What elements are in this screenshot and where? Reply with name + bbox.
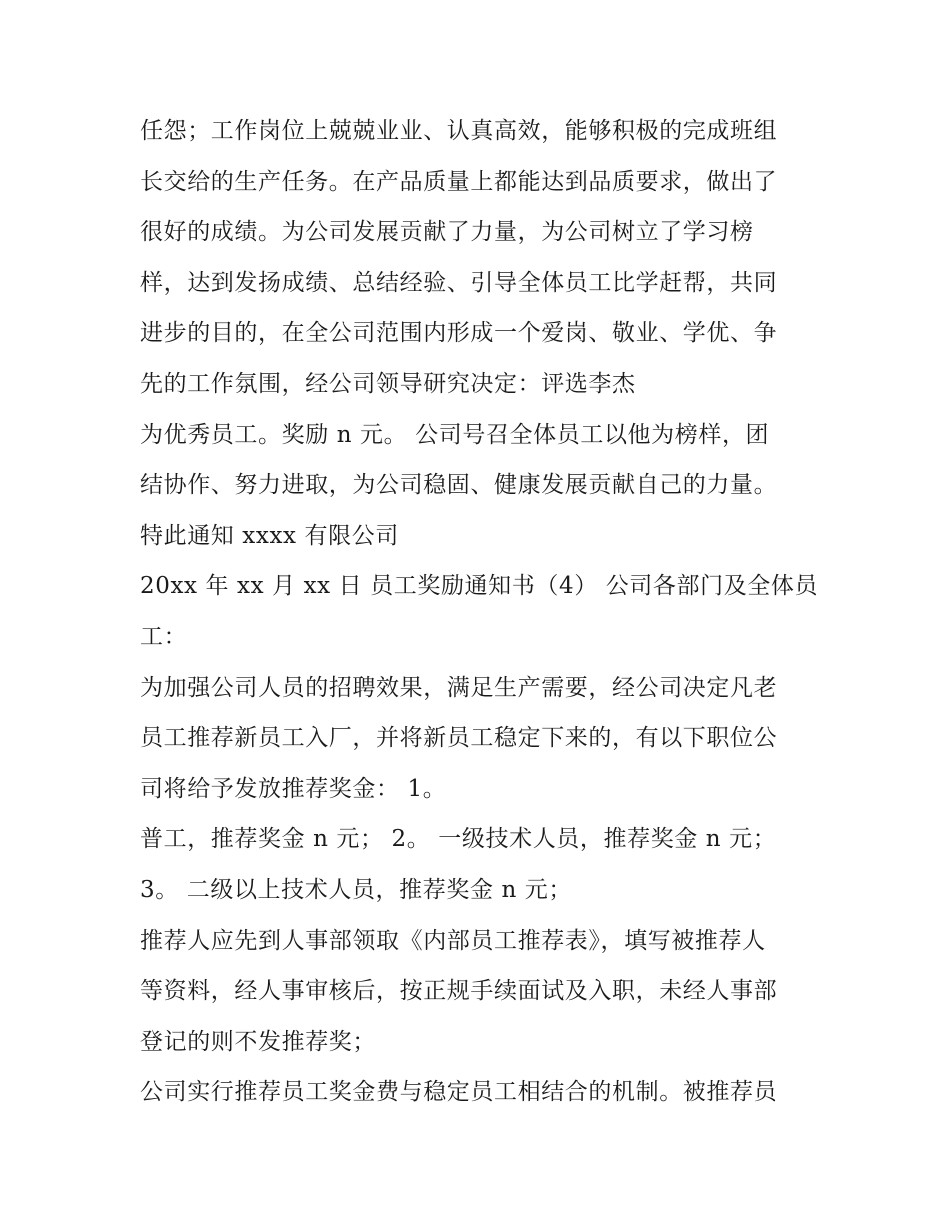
- text-line: 很好的成绩。为公司发展贡献了力量，为公司树立了学习榜: [140, 219, 754, 246]
- text-line: 3。 二级以上技术人员，推荐奖金 n 元；: [140, 876, 572, 903]
- document-body: [140, 106, 820, 1118]
- text-line: 推荐人应先到人事部领取《内部员工推荐表》，填写被推荐人: [140, 927, 766, 954]
- text-line: 为加强公司人员的招聘效果，满足生产需要，经公司决定凡老: [140, 674, 778, 701]
- text-line: 为优秀员工。奖励 n 元。 公司号召全体员工以他为榜样，团: [140, 421, 770, 448]
- text-line: 登记的则不发推荐奖；: [140, 1028, 376, 1055]
- text-line: 任怨；工作岗位上兢兢业业、认真高效，能够积极的完成班组: [140, 118, 778, 144]
- text-line: 样，达到发扬成绩、总结经验、引导全体员工比学赶帮，共同: [140, 269, 778, 296]
- text-line: 司将给予发放推荐奖金： 1。: [140, 775, 447, 802]
- text-line: 公司实行推荐员工奖金费与稳定员工相结合的机制。被推荐员: [140, 1079, 778, 1106]
- text-line: 进步的目的，在全公司范围内形成一个爱岗、敬业、学优、争: [140, 320, 778, 347]
- text-line: 普工，推荐奖金 n 元； 2。 一级技术人员，推荐奖金 n 元；: [140, 826, 777, 853]
- text-line: 结协作、努力进取，为公司稳固、健康发展贡献自己的力量。: [140, 472, 778, 499]
- text-line: 员工推荐新员工入厂，并将新员工稳定下来的，有以下职位公: [140, 725, 778, 752]
- text-line: 等资料，经人事审核后，按正规手续面试及入职，未经人事部: [140, 978, 778, 1005]
- text-line: 工：: [140, 623, 188, 650]
- text-line: 先的工作氛围，经公司领导研究决定：评选李杰: [140, 370, 636, 397]
- text-line: 长交给的生产任务。在产品质量上都能达到品质要求，做出了: [140, 168, 778, 195]
- signature-line: 特此通知 xxxx 有限公司: [140, 522, 399, 549]
- notice-heading-line: 20xx 年 xx 月 xx 日 员工奖励通知书（4） 公司各部门及全体员: [140, 573, 819, 600]
